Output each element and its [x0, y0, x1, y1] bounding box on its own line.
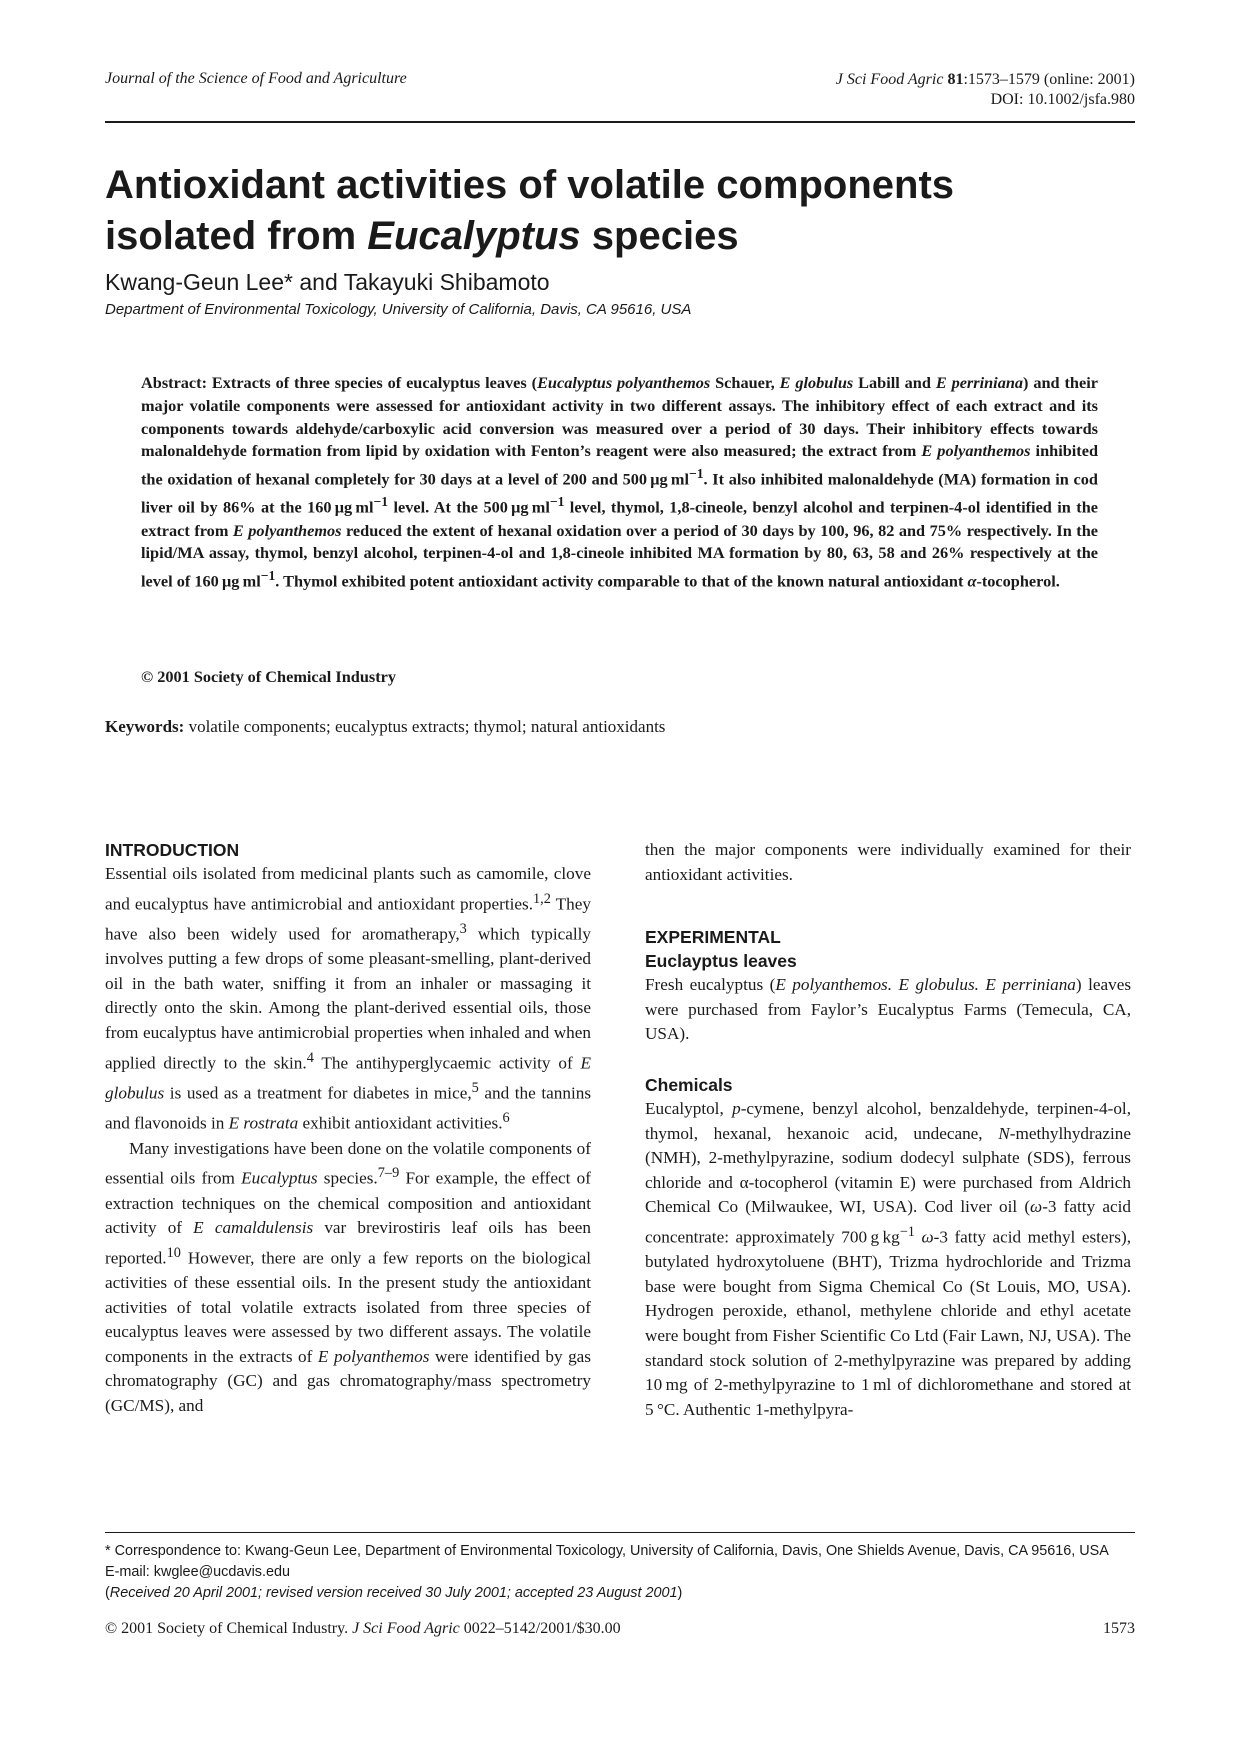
- citation-journal: J Sci Food Agric: [835, 71, 948, 88]
- species-name: E globulus: [105, 1053, 591, 1103]
- citation-ref: 4: [306, 1049, 314, 1066]
- body-text: var brevirostiris leaf oils has been reported.: [105, 1218, 592, 1268]
- abstract-species: E polyanthemos: [921, 441, 1031, 461]
- abstract-text: Labill and: [853, 373, 936, 392]
- keywords: [105, 717, 665, 737]
- citation-ref: 7–9: [377, 1165, 400, 1182]
- abstract-text: reduced the extent of hexanal oxidation over a period of 30 days by 100, 96, 82 and 75% respectively. In the lipid/MA assay, thymol, benzyl alcohol, terpinen-4-ol and 1,8-cineole inhibited MA formation by 80, 63, 58 and 26% respectively at the level of 160 μg ml: [141, 520, 1098, 591]
- abstract-text: ) and their major volatile components were assessed for antioxidant activity in two different assays. The inhibitory effect of each extract and its components towards aldehyde/carboxylic acid conversion was measured over a period of 30 days. Their inhibitory effects towards malonaldehyde formation from lipid by oxidation with Fenton’s reagent were also measured; the extract from: [141, 373, 1098, 461]
- abstract-text: Schauer,: [710, 373, 780, 392]
- abstract-text: . It also inhibited malonaldehyde (MA) formation in cod liver oil by 86% at the 160 μg ml: [141, 469, 1098, 517]
- chemical-prefix: p: [732, 1098, 741, 1118]
- body-text: The antihyperglycaemic activity of: [313, 1053, 581, 1073]
- left-column: [105, 838, 591, 1419]
- body-text: -3 fatty acid concentrate: approximately 700 g kg: [645, 1197, 1131, 1247]
- citation-ref: 5: [471, 1079, 479, 1096]
- leaves-subheading: Euclayptus leaves: [645, 951, 797, 972]
- authors: Kwang-Geun Lee* and Takayuki Shibamoto: [105, 269, 550, 295]
- body-text: which typically involves putting a few drops of some pleasant-smelling, plant-derived oil in the bath water, sniffing it from an inhaler or massaging it directly onto the skin. Among the plant-derived essential oils, those from eucalyptus have antimicrobial properties when inhaled and when applied directly to the skin.: [105, 924, 591, 1073]
- citation-pages: :1573–1579 (online: 2001): [963, 71, 1135, 88]
- received-dates: Received 20 April 2001; revised version received 30 July 2001; accepted 23 August 2001: [109, 1585, 678, 1601]
- abstract-superscript: −1: [549, 494, 565, 510]
- species-name: E polyanthemos: [317, 1346, 430, 1366]
- doi: DOI: 10.1002/jsfa.980: [990, 91, 1135, 108]
- abstract-symbol: α: [967, 571, 977, 591]
- introduction-paragraph-1: [105, 862, 591, 1137]
- abstract-text: -tocopherol.: [976, 571, 1060, 591]
- species-name: Eucalyptus: [241, 1168, 318, 1188]
- received-note: [105, 1583, 1135, 1604]
- experimental-heading: EXPERIMENTAL: [645, 927, 781, 948]
- species-name: E rostrata: [228, 1114, 299, 1134]
- introduction-continuation: then the major components were individually examined for their antioxidant activities.: [645, 840, 1131, 884]
- leaves-paragraph: [645, 973, 1131, 1047]
- received-paren: ): [677, 1585, 683, 1601]
- chemicals-paragraph: [645, 1097, 1131, 1422]
- abstract-text: Extracts of three species of eucalyptus leaves (: [211, 373, 538, 392]
- footer-copyright: © 2001 Society of Chemical Industry.: [105, 1620, 353, 1637]
- keywords-label: Keywords:: [105, 717, 185, 736]
- article-title: [105, 160, 1105, 262]
- body-text: -cymene, benzyl alcohol, benzaldehyde, terpinen-4-ol, thymol, hexanal, hexanoic acid, undecane,: [645, 1098, 1131, 1143]
- body-text: -methylhydrazine (NMH), 2-methylpyrazine, sodium dodecyl sulphate (SDS), ferrous chloride and α-tocopherol (vitamin E) were purchased from Aldrich Chemical Co (Milwaukee, WI, USA). Cod liver oil (: [645, 1123, 1131, 1217]
- body-text: species.: [317, 1168, 378, 1188]
- right-column: [645, 838, 1131, 1422]
- abstract-text: . Thymol exhibited potent antioxidant activity comparable to that of the known natural antioxidant: [275, 571, 968, 591]
- abstract-text: level. At the 500 μg ml: [388, 497, 550, 517]
- running-head: [105, 70, 1135, 120]
- abstract-text: inhibited the oxidation of hexanal completely for 30 days at a level of 200 and 500 μg ml: [141, 441, 1098, 489]
- body-text: exhibit antioxidant activities.: [298, 1114, 503, 1134]
- citation-line: [836, 70, 1135, 90]
- abstract-species: E polyanthemos: [232, 520, 342, 540]
- page-footer-citation: [105, 1620, 621, 1638]
- body-text: were identified by gas chromatography (GC) and gas chromatography/mass spectrometry (GC/MS), and: [105, 1346, 591, 1416]
- abstract-superscript: −1: [260, 568, 276, 584]
- abstract-label: Abstract:: [141, 373, 212, 392]
- body-text: ) leaves were purchased from Faylor’s Eucalyptus Farms (Temecula, CA, USA).: [645, 975, 1132, 1044]
- footer-issn: 0022–5142/2001/$30.00: [459, 1620, 621, 1637]
- chemical-prefix: ω: [1030, 1197, 1043, 1217]
- chemical-prefix: ω: [921, 1227, 934, 1247]
- chemicals-subheading: Chemicals: [645, 1074, 733, 1095]
- correspondence-note: * Correspondence to: Kwang-Geun Lee, Department of Environmental Toxicology, University of California, Davis, One Shields Avenue, Davis, CA 95616, USA: [105, 1543, 1109, 1559]
- footnote: [105, 1541, 1135, 1604]
- abstract-species: E perriniana: [935, 373, 1024, 392]
- body-text: Many investigations have been done on the volatile components of essential oils from: [105, 1138, 591, 1188]
- body-text: Fresh eucalyptus (: [645, 975, 776, 995]
- citation-block: [836, 70, 1135, 110]
- body-text: -3 fatty acid methyl esters), butylated hydroxytoluene (BHT), Trizma hydrochloride and Trizma base were bought from Sigma Chemical Co (St Louis, MO, USA). Hydrogen peroxide, ethanol, methylene chloride and ethyl acetate were bought from Fisher Scientific Co Ltd (Fair Lawn, NJ, USA). The standard stock solution of 2-methylpyrazine was prepared by adding 10 mg of 2-methylpyrazine to 1 ml of dichloromethane and stored at 5 °C. Authentic 1-methylpyra-: [645, 1227, 1131, 1419]
- abstract-species: Eucalyptus polyanthemos: [537, 373, 711, 392]
- chemical-prefix: N: [998, 1123, 1010, 1143]
- affiliation: Department of Environmental Toxicology, University of California, Davis, CA 95616, USA: [105, 301, 692, 318]
- title-part-2: species: [580, 214, 739, 258]
- introduction-paragraph-2: [105, 1137, 591, 1419]
- received-paren: (: [105, 1585, 110, 1601]
- citation-ref: 10: [166, 1244, 181, 1261]
- citation-volume: 81: [947, 71, 964, 88]
- title-genus: Eucalyptus: [367, 214, 581, 258]
- journal-name: Journal of the Science of Food and Agriculture: [105, 70, 407, 87]
- abstract: [141, 372, 1098, 593]
- abstract-superscript: −1: [688, 466, 704, 482]
- body-text: However, there are only a few reports on the biological activities of these essential oils. In the present study the antioxidant activities of total volatile extracts isolated from three species of eucalyptus leaves were assessed by two different assays. The volatile components in the extracts of: [105, 1248, 591, 1366]
- abstract-text: level, thymol, 1,8-cineole, benzyl alcohol and terpinen-4-ol identified in the extract from: [141, 497, 1098, 540]
- footer-journal: J Sci Food Agric: [352, 1620, 460, 1637]
- introduction-heading: INTRODUCTION: [105, 840, 240, 860]
- abstract-copyright: © 2001 Society of Chemical Industry: [141, 667, 397, 686]
- citation-ref: 3: [459, 920, 467, 937]
- body-text: Eucalyptol,: [645, 1098, 733, 1118]
- unit-superscript: −1: [899, 1223, 915, 1240]
- email-note: E-mail: kwglee@ucdavis.edu: [105, 1564, 290, 1580]
- title-part-1: Antioxidant activities of volatile components isolated from: [105, 163, 955, 258]
- body-text: For example, the effect of extraction techniques on the chemical composition and antioxidant activity of: [105, 1168, 591, 1238]
- body-text: Essential oils isolated from medicinal plants such as camomile, clove and eucalyptus have antimicrobial and antioxidant properties.: [105, 864, 591, 914]
- species-name: E polyanthemos. E globulus. E perriniana: [775, 975, 1076, 995]
- footnote-rule: [105, 1532, 1135, 1533]
- abstract-superscript: −1: [373, 494, 389, 510]
- page-number: 1573: [1103, 1620, 1135, 1637]
- header-rule: [105, 121, 1135, 123]
- keywords-text: volatile components; eucalyptus extracts; thymol; natural antioxidants: [184, 717, 666, 736]
- citation-ref: 6: [502, 1110, 510, 1127]
- species-name: E camaldulensis: [193, 1218, 314, 1238]
- body-text: is used as a treatment for diabetes in mice,: [164, 1083, 472, 1103]
- citation-ref: 1,2: [533, 890, 551, 907]
- abstract-species: E globulus: [779, 373, 854, 392]
- body-text: They have also been widely used for aromatherapy,: [105, 894, 591, 944]
- body-text: and the tannins and flavonoids in: [105, 1083, 592, 1134]
